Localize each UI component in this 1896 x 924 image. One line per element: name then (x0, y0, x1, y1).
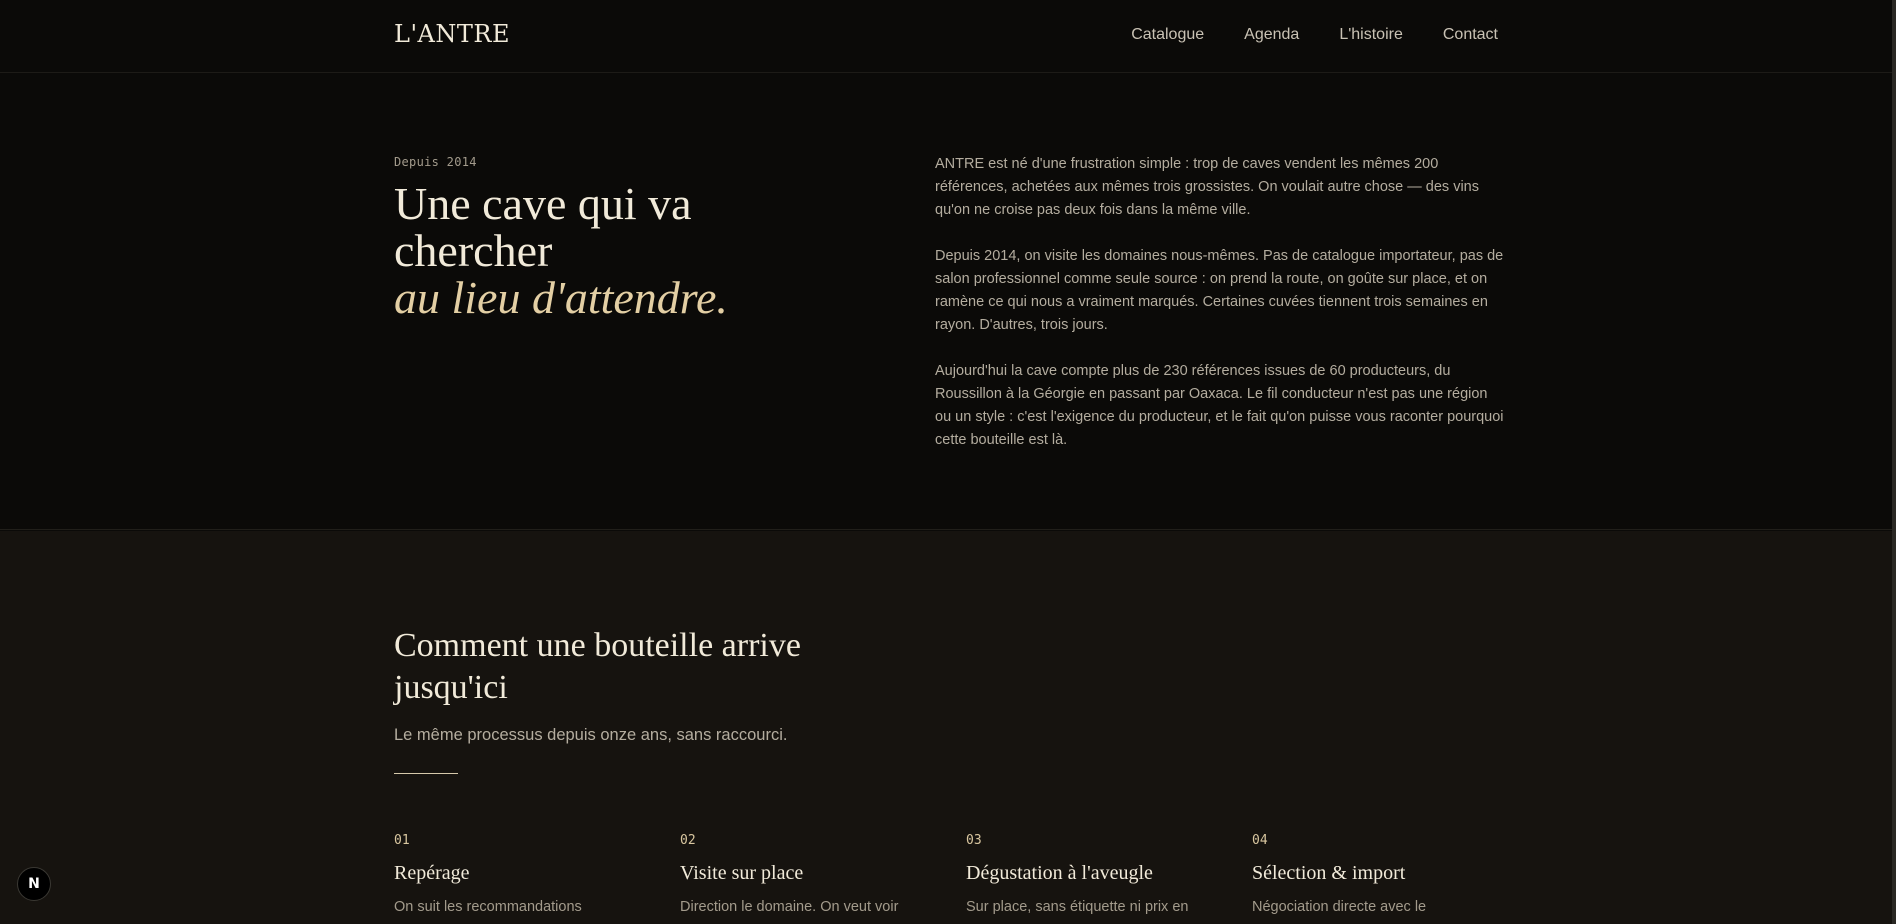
step-description: Direction le domaine. On veut voir (680, 899, 899, 915)
step-description: Sur place, sans étiquette ni prix en (966, 899, 1189, 915)
process-steps (394, 833, 1504, 924)
nav-agenda-link[interactable]: Agenda (1244, 26, 1300, 43)
process-title-line-1: Comment une bouteille arrive (394, 627, 801, 664)
process-step-3 (966, 833, 1252, 924)
process-title (394, 625, 914, 709)
hero-title (394, 180, 874, 321)
story-paragraph: Depuis 2014, on visite les domaines nous-mêmes. Pas de catalogue importateur, pas de salon professionnel comme seule source : on prend la route, on goûte sur place, et on ramène ce qui nous a vraiment marqués. Certaines cuvées tiennent trois semaines en rayon. D'autres, trois jours. (935, 248, 1504, 333)
nav-contact-link[interactable]: Contact (1442, 26, 1498, 43)
dev-tools-badge[interactable] (17, 867, 51, 901)
process-divider (394, 773, 458, 774)
hero-story-text (935, 153, 1505, 475)
process-step-4 (1252, 833, 1538, 924)
hero-title-line-1: Une cave qui va (394, 178, 692, 229)
step-title: Sélection & import (1252, 862, 1406, 884)
process-title-line-2: jusqu'ici (394, 669, 508, 706)
step-description: Négociation directe avec le (1252, 899, 1427, 915)
step-number: 04 (1252, 833, 1268, 848)
dev-badge-letter-icon: N (28, 876, 40, 892)
process-step-2 (680, 833, 966, 924)
process-subtitle: Le même processus depuis onze ans, sans raccourci. (394, 726, 788, 744)
nav-histoire-link[interactable]: L'histoire (1339, 26, 1403, 43)
hero-title-accent: au lieu d'attendre. (394, 272, 728, 323)
step-title: Visite sur place (680, 862, 804, 884)
main-nav (1131, 26, 1498, 44)
step-number: 01 (394, 833, 410, 848)
site-header (0, 0, 1896, 73)
step-description: On suit les recommandations (394, 899, 582, 915)
brand-logo[interactable]: L'ANTRE (394, 20, 510, 48)
hero-title-line-2: chercher (394, 225, 553, 276)
story-paragraph: ANTRE est né d'une frustration simple : trop de caves vendent les mêmes 200 références, achetées aux mêmes trois grossistes. On voulait autre chose — des vins qu'on ne croise pas deux fois dans la même ville. (935, 156, 1479, 218)
step-title: Repérage (394, 862, 470, 884)
step-title: Dégustation à l'aveugle (966, 862, 1153, 884)
hero-eyebrow: Depuis 2014 (394, 155, 477, 169)
page-scrollbar[interactable] (1892, 0, 1896, 924)
step-number: 03 (966, 833, 982, 848)
nav-catalogue-link[interactable]: Catalogue (1131, 26, 1205, 43)
process-section (0, 531, 1896, 924)
story-paragraph: Aujourd'hui la cave compte plus de 230 références issues de 60 producteurs, du Roussillon à la Géorgie en passant par Oaxaca. Le fil conducteur n'est pas une région ou un style : c'est l'exigence du producteur, et le fait qu'on puisse vous raconter pourquoi cette bouteille est là. (935, 363, 1504, 448)
step-number: 02 (680, 833, 696, 848)
process-step-1 (394, 833, 680, 924)
story-hero-section (0, 73, 1896, 530)
